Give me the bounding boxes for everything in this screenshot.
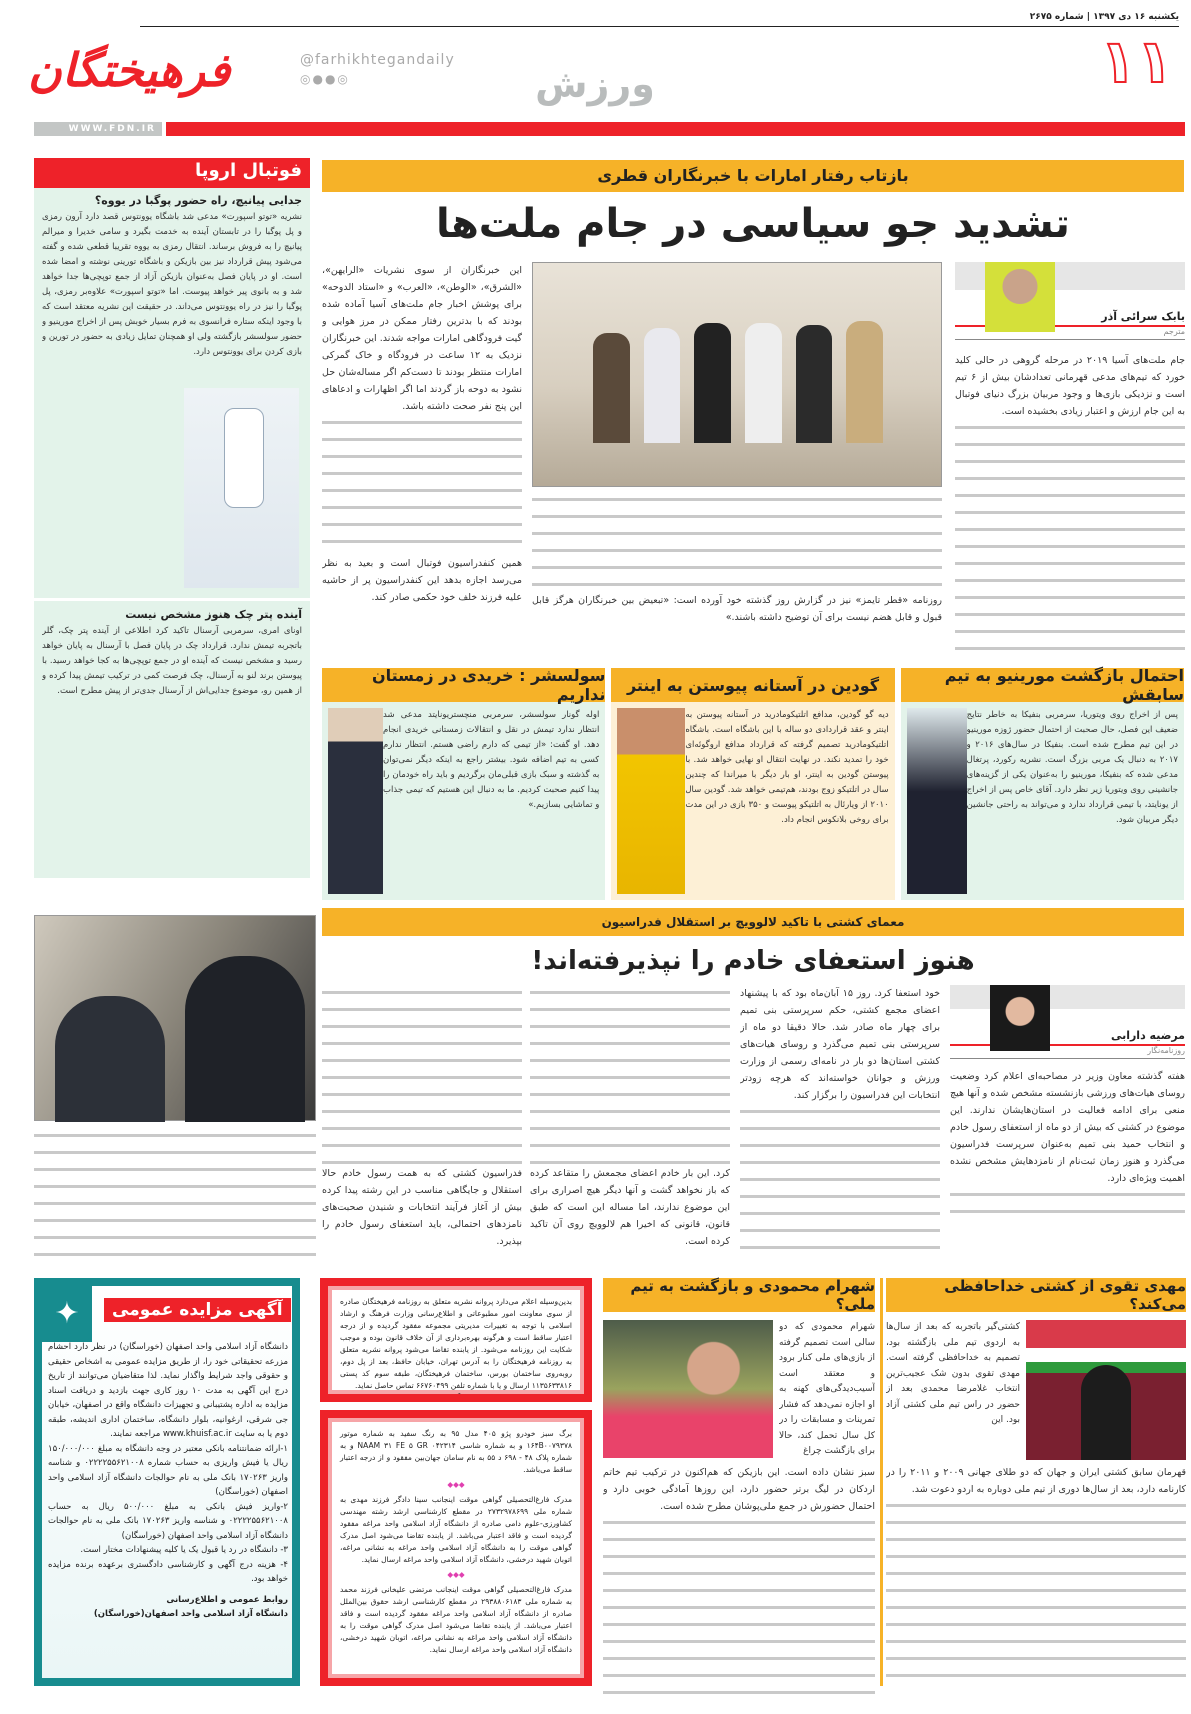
author-byline xyxy=(955,262,1185,340)
godin-photo xyxy=(617,708,685,894)
author-role: مترجم xyxy=(1163,327,1185,336)
article-body: اونای امری، سرمربی آرسنال تاکید کرد اطلاعی از آینده پتر چک، گلر باتجربه تیمش ندارد. قرارداد چک در پایان فصل با آرسنال به پایان خواهد رسید و مشخص نیست که آینده او در جمع توپچی‌ها به کجا خواهد رسید. با پیوستن برند لنو به آرسنال، چک فرصت کمی در ترکیب تیمش پیدا کرده و از همین رو، موضوع جدایی‌اش از آرسنال جدی‌تر از پیش مطرح است. xyxy=(42,626,302,696)
university-logo: ✦ xyxy=(42,1286,92,1342)
wrestling-text: خود استعفا کرد. روز ۱۵ آبان‌ماه بود که با پیشنهاد اعضای مجمع کشتی، حکم سرپرستی بنی تمیم برای چهار ماه صادر شد. حالا دقیقا دو ماه از سرپرستی بنی تمیم می‌گذرد و روسای هیات‌های کشتی استان‌ها دو بار در نامه‌ای رسمی از وزارت ورزش و جوانان خواسته‌اند که هرچه زودتر انتخابات این فدراسیون را برگزار کند. xyxy=(740,988,940,1101)
auction-item: ۴- هزینه درج آگهی و کارشناسی دادگستری برعهده برنده مزایده خواهد بود. xyxy=(48,1559,288,1584)
auction-title: آگهی مزایده عمومی xyxy=(104,1298,291,1322)
auction-item: ۱-ارائه ضمانتنامه بانکی معتبر در وجه دانشگاه به مبلغ ۱۵۰/۰۰۰/۰۰۰ ریال یا فیش واریزی به حساب شماره ۰۲۲۲۲۵۵۶۲۱۰۰۸ و شناسه واریز ۱۷۰۲۶۳ بانک ملی به نام حوالجات دانشگاه آزاد اسلامی واحد اصفهان (خوراسگان) xyxy=(48,1443,288,1497)
europe-header: فوتبال اروپا xyxy=(34,158,310,188)
lead-text: همین کنفدراسیون فوتبال است و بعید به نظر می‌رسد اجازه بدهد این کنفدراسیون پر از حاشیه علیه فرزند خلف خود حکمی صادر کند. xyxy=(322,558,522,603)
notice-text: مدرک فارغ‌التحصیلی گواهی موقت اینجانب سینا دادگر فرزند مهدی به شماره ملی ۲۷۳۲۹۷۸۶۹۹ در مقطع کارشناسی ارشد رشته مهندسی کشاورزی-علوم دامی صادره از دانشگاه آزاد اسلامی واحد مراغه مفقود گردیده است و فاقد اعتبار می‌باشد. از یابنده تقاضا می‌شود اصل مدرک گواهی موقت را به دانشگاه آزاد اسلامی واحد مراغه به نشانی مراغه، اتوبان شهید درخشی، دانشگاه آزاد اسلامی واحد مراغه ارسال نماید. xyxy=(340,1495,572,1564)
wrestling-col-2 xyxy=(740,985,940,1263)
article-body: نشریه «توتو اسپورت» مدعی شد باشگاه یوونتوس قصد دارد آرون رمزی و پل پوگبا را در تابستان آینده به خدمت بگیرد و سامی خدیرا و میرالم پیانیچ را به فروش برساند. انتقال رمزی به یووه تقریبا قطعی شده و گفته می‌شود پیش قرارداد نیز بین بازیکن و باشگاه تورینی نوشته و امضا شده است. او در پایان فصل به‌عنوان بازیکن آزاد از جمع توپچی‌ها جدا خواهد شد و به بانوی پیر خواهد پیوست. اما «توتو اسپورت» علاوه‌بر رمزی، پل پوگبا را نیز در راه یوونتوس می‌داند. در حقیقت این نشریه معتقد است که با وجود اینکه ستاره فرانسوی به فرم بسیار خوبش پس از اخراج مورینیو و حضور سولسشر بازگشته ولی او همچنان تمایل زیادی به حضور در تورین و بازی کردن برای یوونتوس دارد. xyxy=(42,212,302,357)
newspaper-logo: فرهیختگان xyxy=(28,43,231,97)
taghavi-photo xyxy=(1026,1320,1186,1460)
lost-documents-notice xyxy=(320,1410,592,1686)
auction-item: ۲-واریز فیش بانکی به مبلغ ۵۰۰/۰۰۰ ریال به حساب ۰۲۲۲۲۵۵۶۲۱۰۰۸ و شناسه واریز ۱۷۰۲۶۳ بانک ملی به نام حوالجات دانشگاه آزاد اسلامی واحد اصفهان (خوراسگان) xyxy=(48,1501,288,1541)
author-photo xyxy=(990,985,1050,1051)
notice-signature: روابط عمومی روزنامه فرهیختگان xyxy=(446,1393,572,1402)
brief-body: پس از اخراج روی ویتوریا، سرمربی بنفیکا به خاطر نتایج ضعیف این فصل، حال صحبت از احتمال حضور ژوزه مورینیو در این تیم مطرح شده است. بنفیکا در سال‌های ۲۰۱۶ و ۲۰۱۷ به دنبال یک مربی بزرگ است. نشریه رکورد، پرتغال مدعی شده که بنفیکا، مورینیو را به‌عنوان یکی از گزینه‌های جانشینی روی ویتوریا زیر نظر دارد. آقای خاص پس از اخراج از یونایتد، با تیمی قرارداد ندارد و می‌تواند به راحتی جانشین دیگر مربیان شود. xyxy=(966,710,1178,825)
football-player-photo xyxy=(184,388,299,588)
brief-godin xyxy=(611,668,894,900)
author-role: روزنامه‌نگار xyxy=(1147,1046,1185,1055)
wrestling-col-4 xyxy=(322,985,522,1263)
auction-signature: دانشگاه آزاد اسلامی واحد اصفهان(خوراسگان) xyxy=(93,1609,288,1619)
brief-title: گودین در آستانه پیوستن به اینتر xyxy=(611,668,894,702)
article-title: مهدی تقوی از کشتی خداحافظی می‌کند؟ xyxy=(886,1278,1186,1312)
lead-headline: تشدید جو سیاسی در جام ملت‌ها xyxy=(436,201,1070,247)
notice-text: برگ سبز خودرو پژو ۴۰۵ مدل ۹۵ به رنگ سفید به شماره موتور ۱۶۴B۰۰۷۹۳۷۸ و به شماره شاسی NAAM ۳۱ FE ۵ GR ۰۴۲۳۱۴ و به شماره پلاک ۴۸ - ۶۹۸ د ۵۵ به نام سامان جهان‌بین مفقود و از درجه اعتبار ساقط می‌باشد. xyxy=(340,1429,573,1474)
mourinho-photo xyxy=(907,708,967,894)
date-issue: یکشنبه ۱۶ دی ۱۳۹۷ | شماره ۲۶۷۵ xyxy=(1029,12,1179,22)
wrestling-col-5 xyxy=(34,1128,316,1263)
separator-icon: ◆◆◆ xyxy=(447,1480,465,1489)
solskjaer-photo xyxy=(328,708,383,894)
article-body: قهرمان سابق کشتی ایران و جهان که دو طلای جهانی ۲۰۰۹ و ۲۰۱۱ را در کارنامه دارد، بعد از سال‌ها دوری از تیم ملی دوباره به اردو دعوت شد. xyxy=(886,1467,1186,1495)
social-icons: ◎●●◎ xyxy=(300,72,350,86)
news-briefs xyxy=(322,668,1184,900)
brief-solskjaer xyxy=(322,668,605,900)
wrestling-text: کرد. این بار خادم اعضای مجمعش را متقاعد کرده که باز نخواهد گشت و آنها دیگر هیچ اصراری برای این موضوع ندارند، اما مساله این است که طبق قانون، قانونی که اخیرا هم لالوویچ روی آن تاکید کرده است. xyxy=(530,1168,730,1247)
journalists-photo xyxy=(532,262,942,487)
author-byline xyxy=(950,985,1185,1059)
separator-icon: ◆◆◆ xyxy=(447,1570,465,1579)
lead-text: روزنامه «قطر تایمز» نیز در گزارش روز گذشته خود آورده است: «تبعیض بین خبرنگاران هرگز قابل قبول و قابل هضم نیست برای آن توضیح داشته باشند.» xyxy=(532,595,942,623)
mahmoudi-photo xyxy=(603,1320,773,1458)
wrestling-col-1 xyxy=(950,1068,1185,1263)
mahmoudi-article xyxy=(603,1278,875,1686)
auction-ad xyxy=(34,1278,300,1686)
taghavi-article xyxy=(886,1278,1186,1686)
wrestling-headline: هنوز استعفای خادم را نپذیرفته‌اند! xyxy=(531,946,975,976)
brief-title: سولسشر : خریدی در زمستان نداریم xyxy=(322,668,605,702)
lead-kicker: بازتاب رفتار امارات با خبرنگاران قطری xyxy=(322,160,1184,192)
wrestling-kicker: معمای کشتی با تاکید لالوویچ بر استقلال فدراسیون xyxy=(322,908,1184,936)
brief-title: احتمال بازگشت مورینیو به تیم سابقش xyxy=(901,668,1184,702)
article-intro: شهرام محمودی که دو سالی است تصمیم گرفته از بازی‌های ملی کنار برود و معتقد است آسیب‌دیدگی‌های کهنه به او اجازه نمی‌دهد که فشار تمرینات و مسابقات را در کل سال تحمل کند، حالا برای بازگشت چراغ xyxy=(779,1322,875,1456)
auction-signature: روابط عمومی و اطلاع‌رسانی xyxy=(166,1594,288,1605)
auction-body: دانشگاه آزاد اسلامی واحد اصفهان (خوراسگان) در نظر دارد احشام مزرعه تحقیقاتی خود را، از طریق مزایده عمومی به اشخاص حقیقی و حقوقی واجد شرایط واگذار نماید. لذا متقاضیان می‌توانند از تاریخ درج این آگهی به مدت ۱۰ روز کاری جهت بازدید و دریافت اسناد مزایده به اداره پشتیبانی و تجهیزات دانشگاه واقع در اصفهان، خیابان جی شرقی، ارغوانیه، بلوار دانشگاه، ساختمان اداری اندیشه، طبقه دوم یا به سایت www.khuisf.ac.ir مراجعه نمایند. xyxy=(48,1342,288,1439)
wrestling-text: هفته گذشته معاون وزیر در مصاحبه‌ای اعلام کرد وضعیت روسای هیات‌های ورزشی بازنشسته مشخص شده و آنها هیچ منعی برای ادامه فعالیت در استان‌هایشان ندارند. این موضوع در کشتی که بیش از دو ماه از استعفای رسول خادم و انتخاب حمید بنی تمیم به‌عنوان سرپرست فدراسیون می‌گذرد و هنوز زمان ثبت‌نام از نامزدهایش مشخص نشده اهمیت ویژه‌ای دارد. xyxy=(950,1071,1185,1184)
lead-text: این خبرنگاران از سوی نشریات «الرایهن»، «الشرق»، «الوطن»، «العرب» و «استاد الدوحه» برای پوشش اخبار جام ملت‌های آسیا آماده شده بودند که با بدترین رفتار ممکن در مرز هوایی و گیت فرودگاهی امارات مواجه شدند. این خبرنگاران نزدیک به ۱۲ ساعت در فرودگاه و خاک گمرکی امارات منتظر بودند تا دست‌کم اگر مساله‌شان حل نشود به دوحه باز گردند اما اگر اظهارات و ادعاهای این پنج نفر صحت داشته باشد. xyxy=(322,265,522,412)
social-handle: @farhikhtegandaily xyxy=(300,52,455,68)
article-title: آینده پتر چک هنوز مشخص نیست xyxy=(125,608,302,621)
auction-item: ۳- دانشگاه در رد یا قبول یک یا کلیه پیشنهادات مختار است. xyxy=(80,1545,288,1555)
lead-body-left xyxy=(322,262,522,662)
europe-column xyxy=(34,158,310,878)
divider xyxy=(140,26,1179,27)
masthead xyxy=(0,0,1191,140)
website[interactable]: WWW.FDN.IR xyxy=(34,122,162,136)
article-intro: کشتی‌گیر باتجربه که بعد از سال‌ها به اردوی تیم ملی بازگشته بود، تصمیم به خداحافظی گرفته است. مهدی تقوی بدون شک عجیب‌ترین انتخاب غلامرضا محمدی بعد از حضور در راس تیم ملی کشتی آزاد بود. این xyxy=(886,1322,1020,1425)
column-divider xyxy=(880,1278,883,1686)
header-red-bar xyxy=(166,122,1185,136)
notice-text: بدین‌وسیله اعلام می‌دارد پروانه نشریه متعلق به روزنامه فرهیختگان صادره از سوی معاونت امور مطبوعاتی و اطلاع‌رسانی وزارت فرهنگ و ارشاد اسلامی با توجه به تغییرات مدیریتی مجموعه مفقود گردیده و از درجه اعتبار ساقط است و هرگونه بهره‌برداری از آن خلاف قانون بوده و موجب شکایت این روزنامه می‌شود. از یابنده تقاضا می‌شود پروانه نشریه متعلق به روزنامه فرهیختگان را به آدرس تهران، خیابان حافظ، بعد از پل دوم، روبه‌روی ساختمان بورس، ساختمان فرهیختگان، طبقه سوم کد پستی ۱۱۳۵۶۳۳۸۱۶ ارسال و یا با شماره تلفن ۶۶۷۶۰۴۹۹ تماس حاصل نماید. xyxy=(340,1297,572,1390)
lead-text: جام ملت‌های آسیا ۲۰۱۹ در مرحله گروهی در حالی کلید خورد که تیم‌های مدعی قهرمانی تعدادشان بیش از ۶ تیم است و نزدیکی بازی‌ها و وجود مربیان بزرگ دنیای فوتبال به این جام ارزش و اعتبار زیادی بخشیده است. xyxy=(955,355,1185,417)
lead-body-mid xyxy=(532,492,942,662)
article-title: شهرام محمودی و بازگشت به تیم ملی؟ xyxy=(603,1278,875,1312)
page-number: ۱۱ xyxy=(1099,27,1173,97)
lead-body-right xyxy=(955,352,1185,662)
brief-body: دیه گو گودین، مدافع اتلتیکومادرید در آستانه پیوستن به اینتر و عقد قراردادی دو ساله با این باشگاه است. باشگاه اتلتیکومادرید تصمیم گرفته که قرارداد مدافع اروگوئه‌ای خود را تمدید نکند. در نهایت انتقال او نهایی خواهد شد. با پیوستن گودین به اینتر، او بار دیگر با میراندا که چندین سال در اتلتیکو زوج بودند، هم‌تیمی خواهد شد. گودین سال ۲۰۱۰ از ویارئال به اتلتیکو پیوست و ۳۵۰ بازی در این مدت برای روخی بلانکوس انجام داد. xyxy=(685,710,889,825)
author-name: بابک سرائی آذر xyxy=(1101,310,1185,323)
section-title: ورزش xyxy=(535,62,655,106)
wrestling-text: فدراسیون کشتی که به همت رسول خادم حالا استقلال و جایگاهی مناسب در این رشته پیدا کرده بیش از آغاز فرآیند انتخابات و شنیدن صحبت‌های نامزدهای احتمالی، باید استعفای رسول خادم را بپذیرد. xyxy=(322,1168,522,1247)
author-name: مرضیه دارابی xyxy=(1110,1029,1185,1042)
brief-body: اوله گونار سولسشر، سرمربی منچستریونایتد مدعی شد انتظار ندارد تیمش در نقل و انتقالات زمستانی خریدی انجام دهد. او گفت: «از تیمی که دارم راضی هستم. انتظار ندارم کسی به تیم اضافه شود. بیشتر راجع به اینکه دیگر نمی‌توان به گذشته و سبک بازی قبلی‌مان برگردیم و باید راه خودمان را پیدا کنیم صحبت کردیم. ما به دنبال این هستیم که تیمی جذاب و تماشایی بسازیم.» xyxy=(383,710,600,810)
license-notice xyxy=(320,1278,592,1402)
article-body: سبز نشان داده است. این بازیکن که هم‌اکنون در ترکیب تیم خاتم اردکان در لیگ برتر حضور دارد، این روزها آمادگی خوبی دارد و احتمال حضورش در جمع ملی‌پوشان مطرح شده است. xyxy=(603,1467,875,1512)
brief-mourinho xyxy=(901,668,1184,900)
officials-photo xyxy=(34,915,316,1121)
article-title: جدایی پیانیچ، راه حضور پوگبا در یووه؟ xyxy=(94,194,302,207)
notice-text: مدرک فارغ‌التحصیلی گواهی موقت اینجانب مرتضی علیخانی فرزند محمد به شماره ملی ۲۹۳۸۸۰۶۱۸۳ در مقطع کارشناسی ارشد حقوق بین‌الملل صادره از دانشگاه آزاد اسلامی واحد مراغه مفقود گردیده است و فاقد اعتبار می‌باشد. از یابنده تقاضا می‌شود اصل مدرک گواهی موقت را به دانشگاه آزاد اسلامی واحد مراغه به نشانی مراغه، اتوبان شهید درخشی، دانشگاه آزاد اسلامی واحد مراغه ارسال نماید. xyxy=(340,1585,572,1654)
author-photo xyxy=(985,262,1055,332)
wrestling-col-3 xyxy=(530,985,730,1263)
